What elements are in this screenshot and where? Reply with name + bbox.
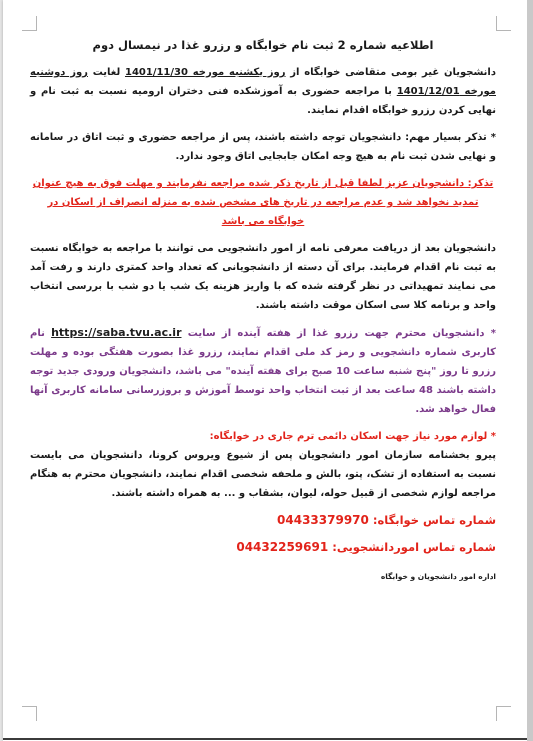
dorm-contact-label: شماره تماس خوابگاه: <box>368 513 496 527</box>
crop-mark-bottom-left <box>22 706 37 721</box>
registration-end-date: روز دوشنبه مورخه 1401/12/01 <box>30 67 496 97</box>
registration-paragraph <box>30 63 496 120</box>
affairs-contact <box>30 538 496 557</box>
intro-letter-paragraph: دانشجویان بعد از دریافت معرفی نامه از امور دانشجویی می توانند با مراجعه به خوابگاه نسبت به ثبت نام اقدام فرمایند. برای آن دسته از دانشجویانی که تعداد واحد کمتری دارند و رفت آمد می نمایند تمهیداتی در نظر گرفته شده که با واریز هزینه یک شب یا دو شب با بررسی انتخاب واحد و برنامه کلا سی اسکان موقت داشته باشند. <box>30 243 496 311</box>
crop-mark-top-right <box>496 16 511 31</box>
dorm-phone-number: 04433379970 <box>277 513 369 527</box>
requirements-heading: * لوازم مورد نیاز جهت اسکان دائمی ترم جاری در خوابگاه: <box>209 431 496 442</box>
crop-mark-bottom-right <box>496 706 511 721</box>
requirements-body: پیرو بخشنامه سازمان امور دانشجویان پس از شیوع ویروس کرونا، دانشجویان می بایست نسبت به استفاده از تشک، پتو، بالش و ملحفه شخصی اقدام نمایند، دانشجویان محترم به هنگام مراجعه لوازم شخصی از قبیل حوله، لیوان، بشقاب و ... به همراه داشته باشند. <box>30 450 496 499</box>
document-body <box>30 36 496 586</box>
scrollbar-track[interactable] <box>527 0 533 741</box>
registration-start-date: روز یکشنبه مورخه 1401/11/30 <box>124 67 286 78</box>
page-bottom-edge <box>3 738 527 740</box>
affairs-contact-label: شماره تماس اموردانشجویی: <box>328 540 496 554</box>
registration-text-1: دانشجویان غیر بومی متقاضی خوابگاه از <box>285 67 496 78</box>
signature: اداره امور دانشجویان و خوابگاه <box>380 572 496 581</box>
important-note: * تذکر بسیار مهم: دانشجویان توجه داشته باشند، پس از مراجعه حضوری و ثبت اتاق در سامانه و نهایی شدن ثبت نام به هیچ وجه امکان جابجایی اتاق وجود ندارد. <box>30 132 496 162</box>
food-text-1: * دانشجویان محترم جهت رزرو غذا از هفته آینده از سایت <box>181 328 496 339</box>
registration-text-3: با مراجعه حضوری به آموزشکده فنی دختران ارومیه نسبت به ثبت نام و نهایی کردن رزرو خوابگاه اقدام نمایند. <box>30 86 496 116</box>
affairs-phone-number: 04432259691 <box>236 540 329 554</box>
dorm-contact <box>30 511 496 530</box>
red-warning: تذکر: دانشجویان عزیز لطفا قبل از تاریخ ذکر شده مراجعه نفرمایند و مهلت فوق به هیچ عنوان تمدید نخواهد شد و عدم مراجعه در تاریخ های مشخص شده به منزله انصراف از اسکان در خوابگاه می باشد <box>32 178 494 227</box>
registration-text-2: لغایت <box>87 67 125 78</box>
food-reservation-paragraph <box>30 323 496 419</box>
crop-mark-top-left <box>22 16 37 31</box>
saba-link[interactable]: https://saba.tvu.ac.ir <box>51 326 182 339</box>
announcement-title: اطلاعیه شماره 2 ثبت نام خوابگاه و رزرو غذا در نیمسال دوم <box>92 38 434 52</box>
food-text-2: نام کاربری شماره دانشجویی و رمز کد ملی اقدام نمایند، رزرو غذا بصورت هفتگی بوده و مهلت رزرو تا روز "پنج شنبه ساعت 10 صبح برای هفته آینده" می باشد، دانشجویان ورودی جدید توجه داشته باشند 48 ساعت بعد از ثبت انتخاب واحد توسط آموزش و بروزرسانی سامانه کاربری آنها فعال خواهد شد. <box>30 328 496 415</box>
